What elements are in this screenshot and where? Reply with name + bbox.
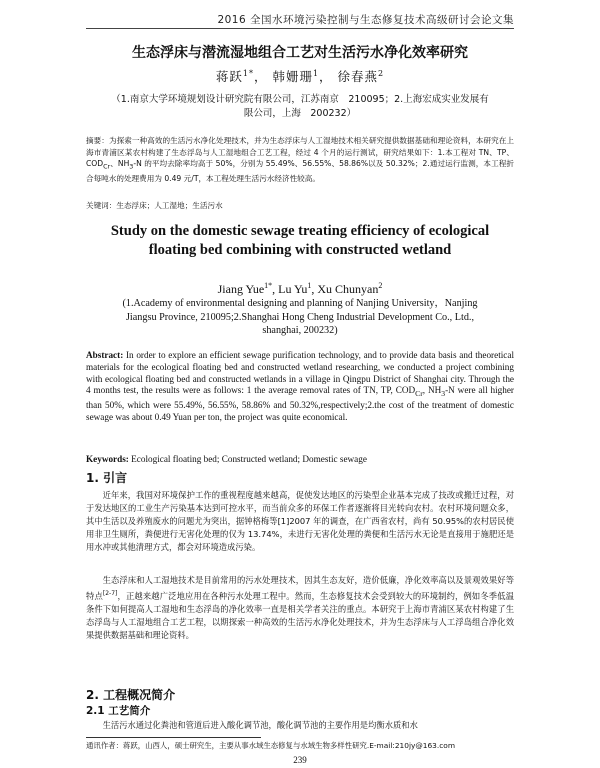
english-title: Study on the domestic sewage treating efficiency of ecological floating bed combining with constructed wetland — [110, 223, 490, 258]
abstract-text: In order to explore an efficient sewage purification technology, and to provide data basis and theoretical materials for the ecological floating bed and constructed wetland researching, we conducted a project combining with ecological floating bed and constructed wetlands in a village in Qingpu District of Shanghai city. Through the 4 months test, the results were as follows: 1 the average removal rates of TN, TP, COD — [86, 350, 515, 396]
subscript-3: 3 — [129, 163, 134, 171]
author-name: Lu Yu — [278, 282, 308, 296]
english-abstract — [86, 350, 514, 424]
subscript-3: 3 — [441, 389, 446, 399]
author-mark: 2 — [378, 281, 383, 290]
author-name: 徐春燕 — [337, 69, 379, 84]
keywords-label: 关键词： — [86, 201, 117, 210]
author-mark: 1 — [307, 281, 312, 290]
chinese-abstract — [86, 135, 514, 185]
keywords-text: Ecological floating bed; Constructed wetland; Domestic sewage — [131, 454, 367, 464]
keywords-label: Keywords: — [86, 454, 129, 464]
citation-ref[interactable]: [2-7] — [102, 590, 118, 597]
subsection-heading-process: 2.1 工艺简介 — [86, 705, 151, 717]
author-name: 蒋跃 — [215, 69, 243, 84]
body-paragraph: 生活污水通过化粪池和管道后进入酸化调节池，酸化调节池的主要作用是均衡水质和水 — [102, 720, 418, 730]
author-name: Xu Chunyan — [317, 282, 379, 296]
author-mark: 1* — [242, 68, 254, 78]
keywords-text: 生态浮床；人工湿地；生活污水 — [116, 201, 223, 210]
header-rule — [86, 28, 514, 29]
author-mark: 1* — [264, 281, 273, 290]
section-heading-overview: 2. 工程概况简介 — [86, 688, 176, 702]
abstract-text: -N 的平均去除率均高于 50%，分别为 55.49%、56.55%、58.86%以及 50.32%；2.通过运行监测，本工程折合每吨水的处理费用为 0.49 元/T，本工程处理生活污水经济性较高。 — [86, 159, 515, 184]
english-keywords — [86, 454, 514, 464]
running-header: 2016 全国水环境污染控制与生态修复技术高级研讨会论文集 — [217, 14, 514, 26]
page-number: 239 — [293, 755, 307, 765]
abstract-text: , NH — [422, 385, 442, 396]
english-affiliation: (1.Academy of environmental designing and planning of Nanjing University，Nanjing Jiangsu Province, 210095;2.Shanghai Hong Cheng Industrial Development Co., Ltd., shanghai, 200232) — [122, 298, 478, 336]
abstract-label: 摘要： — [86, 136, 109, 145]
footnote-rule — [86, 737, 261, 738]
author-mark: 1 — [312, 68, 320, 78]
chinese-title: 生态浮床与潜流湿地组合工艺对生活污水净化效率研究 — [132, 45, 468, 61]
abstract-label: Abstract: — [86, 350, 124, 360]
abstract-text: 、NH — [110, 159, 130, 168]
paragraph-text: ，正越来越广泛地应用在各种污水处理工程中。然而，生态修复技术会受到较大的环境制约，例如冬季低温条件下如何提高人工湿地和生态浮岛的净化效率一直是相关学者关注的重点。本研究于上海市青浦区某农村构建了生态浮岛与人工湿地组合工艺工程，以期探索一种高效的生活污水净化处理技术，并为生态浮床与人工浮岛组合净化效果提供数据基础和理论资料。 — [86, 590, 514, 640]
abstract-text: -N were all higher than 50%, which were 55.49%, 56.55%, 58.86% and 50.32%,respectively;2.the cost of the treatment of domestic sewage was about 0.49 Yuan per ton, the project was quite economical. — [86, 385, 514, 422]
body-paragraph: 近年来，我国对环境保护工作的重视程度越来越高，促使发达地区的污染型企业基本完成了技改或搬迁过程，对于发达地区的工业生产污染基本达到可控水平，而当前众多的环保工作者逐渐将目光转向农村。农村环境问题众多，其中生活以及养殖废水的问题尤为突出，据钟格梅等[1]2007 年的调查，在广西省农村，尚有 50.95%的农村居民使用非卫生厕所，粪便进行无害化处理的仅为 13.74%，未进行无害化处理的粪便和生活污水无论是直接用于施肥还是用水冲或其他清理方式，都会对环境造成污染。 — [86, 490, 514, 552]
abstract-text: 为探索一种高效的生活污水净化处理技术，并为生态浮床与人工湿地技术相关研究提供数据基础和理论资料，本研究在上海市青浦区某农村构建了生态浮岛与人工湿地组合工艺工程，经过 4 个月的运行测试，研究结果如下：1.本工程对 TN、TP、COD — [86, 136, 514, 168]
english-authors: Jiang Yue$^{1*}$, Lu Yu$^1$, Xu Chunyan$^2$ — [217, 281, 383, 296]
author-name: Jiang Yue — [217, 282, 265, 296]
paragraph-text: 生态浮床和人工湿地技术是目前常用的污水处理技术，因其生态友好，造价低廉，净化效率高以及景观效果好等特点 — [86, 575, 514, 601]
author-name: 韩姗珊 — [272, 69, 313, 84]
section-heading-introduction: 1. 引言 — [86, 471, 128, 485]
footnote: 通讯作者：蒋跃，山西人，硕士研究生，主要从事水域生态修复与水域生物多样性研究.E-mail:210jy@163.com — [86, 741, 456, 750]
subscript-cr: Cr — [415, 389, 423, 399]
chinese-authors: 蒋跃$^{1*}$， 韩姗珊$^1$， 徐春燕$^2$ — [215, 68, 385, 84]
chinese-affiliation: （1.南京大学环境规划设计研究院有限公司，江苏南京 210095；2.上海宏成实业发展有限公司，上海 200232） — [111, 94, 489, 119]
author-mark: 2 — [378, 68, 385, 78]
chinese-keywords — [86, 200, 514, 211]
body-paragraph — [86, 574, 514, 642]
subscript-cr: Cr — [103, 163, 111, 171]
